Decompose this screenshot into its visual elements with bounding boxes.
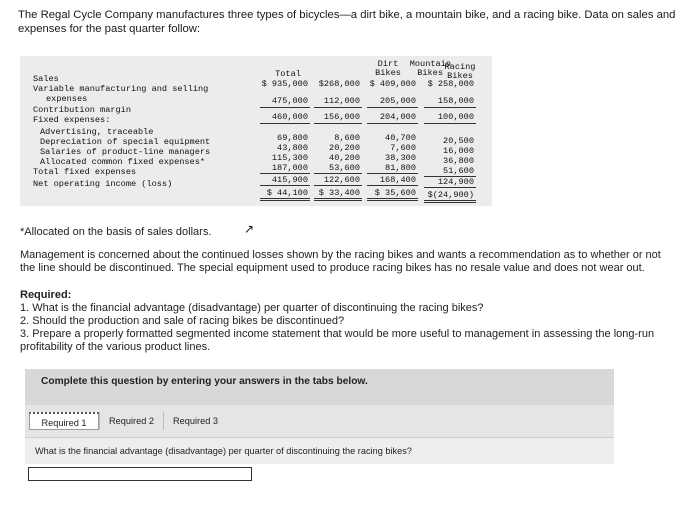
financial-statement — [20, 56, 492, 206]
cell-net-total: $ 44,100 — [266, 188, 308, 198]
cell-depreciation-dirt: 20,200 — [329, 143, 360, 153]
cell-contribution-mountain: 204,000 — [379, 112, 416, 122]
label-total-fixed: Total fixed expenses — [33, 167, 137, 177]
cell-salaries-racing: 36,800 — [443, 156, 474, 166]
problem-intro: The Regal Cycle Company manufactures three types of bicycles—a dirt bike, a mountain bike, and a racing bike. Data on sales and expenses for the past quarter follow: — [18, 9, 676, 35]
answer-input[interactable] — [28, 467, 252, 481]
label-fixed: Fixed expenses: — [33, 115, 111, 125]
cell-advertising-total: 69,800 — [277, 133, 308, 143]
label-variable: Variable manufacturing and selling — [33, 84, 209, 94]
header-total: Total — [275, 69, 301, 79]
footnote: *Allocated on the basis of sales dollars. — [20, 226, 212, 238]
cell-allocated-total: 187,000 — [271, 163, 308, 173]
cell-contribution-dirt: 156,000 — [323, 112, 360, 122]
cell-sales-dirt: $268,000 — [318, 79, 360, 89]
cell-allocated-dirt: 53,600 — [329, 163, 360, 173]
cell-allocated-mountain: 81,800 — [385, 163, 416, 173]
cell-depreciation-total: 43,800 — [277, 143, 308, 153]
cell-total-fixed-dirt: 122,600 — [323, 175, 360, 185]
tab-required-3[interactable]: Required 3 — [163, 412, 227, 430]
cell-total-fixed-total: 415,900 — [271, 175, 308, 185]
cell-depreciation-racing: 16,000 — [443, 146, 474, 156]
cell-total-fixed-mountain: 168,400 — [379, 175, 416, 185]
tab-required-1[interactable]: Required 1 — [29, 412, 99, 430]
cell-advertising-dirt: 8,600 — [334, 133, 360, 143]
header-mountain-bikes: Bikes — [417, 68, 443, 78]
label-contribution: Contribution margin — [33, 105, 131, 115]
cell-contribution-racing: 100,000 — [437, 112, 474, 122]
label-allocated: Allocated common fixed expenses* — [40, 157, 206, 167]
cell-sales-total: $ 935,000 — [261, 79, 308, 89]
cell-sales-racing: $ 258,000 — [427, 79, 474, 89]
cell-variable-total: 475,000 — [271, 96, 308, 106]
header-dirt: Dirt — [377, 59, 399, 69]
mouse-cursor-icon: ↗ — [244, 222, 255, 236]
label-salaries: Salaries of product-line managers — [40, 147, 211, 157]
required-heading: Required: — [20, 289, 72, 301]
cell-net-dirt: $ 33,400 — [318, 188, 360, 198]
question-prompt: What is the financial advantage (disadvantage) per quarter of discontinuing the racing bikes? — [25, 437, 614, 464]
cell-net-racing: $(24,900) — [427, 190, 474, 200]
cell-variable-racing: 158,000 — [437, 96, 474, 106]
label-advertising: Advertising, traceable — [40, 127, 154, 137]
cell-variable-dirt: 112,000 — [323, 96, 360, 106]
cell-depreciation-mountain: 7,600 — [390, 143, 416, 153]
tab-required-2[interactable]: Required 2 — [99, 412, 163, 430]
management-concern: Management is concerned about the continued losses shown by the racing bikes and wants a recommendation as to whether or not the line should be discontinued. The special equipment used to produce racing bikes has no resale value and does not wear out. — [20, 249, 661, 274]
cell-net-mountain: $ 35,600 — [374, 188, 416, 198]
label-net-operating: Net operating income (loss) — [33, 179, 173, 189]
header-mountain: Mountain — [409, 59, 451, 69]
required-item-2: 2. Should the production and sale of racing bikes be discontinued? — [20, 315, 345, 327]
label-depreciation: Depreciation of special equipment — [40, 137, 211, 147]
cell-variable-mountain: 205,000 — [379, 96, 416, 106]
label-sales: Sales — [33, 74, 59, 84]
cell-salaries-total: 115,300 — [271, 153, 308, 163]
cell-advertising-mountain: 40,700 — [385, 133, 416, 143]
header-racing: Racing — [444, 62, 476, 72]
cell-contribution-total: 460,000 — [271, 112, 308, 122]
cell-salaries-dirt: 40,200 — [329, 153, 360, 163]
label-variable-expenses: expenses — [46, 94, 88, 104]
cell-sales-mountain: $ 409,000 — [369, 79, 416, 89]
instruction-banner: Complete this question by entering your answers in the tabs below. — [25, 369, 614, 405]
cell-salaries-mountain: 38,300 — [385, 153, 416, 163]
header-dirt-bikes: Bikes — [375, 68, 401, 78]
cell-advertising-racing: 20,500 — [443, 136, 474, 146]
cell-total-fixed-racing: 124,900 — [437, 177, 474, 187]
tab-bar — [25, 405, 614, 437]
required-section — [20, 289, 670, 354]
required-item-1: 1. What is the financial advantage (disadvantage) per quarter of discontinuing the racing bikes? — [20, 302, 484, 314]
required-item-3: 3. Prepare a properly formatted segmented income statement that would be more useful to management in assessing the long-run profitability of the various product lines. — [20, 328, 655, 353]
cell-allocated-racing: 51,600 — [443, 166, 474, 176]
header-racing-bikes: Bikes — [447, 71, 473, 81]
